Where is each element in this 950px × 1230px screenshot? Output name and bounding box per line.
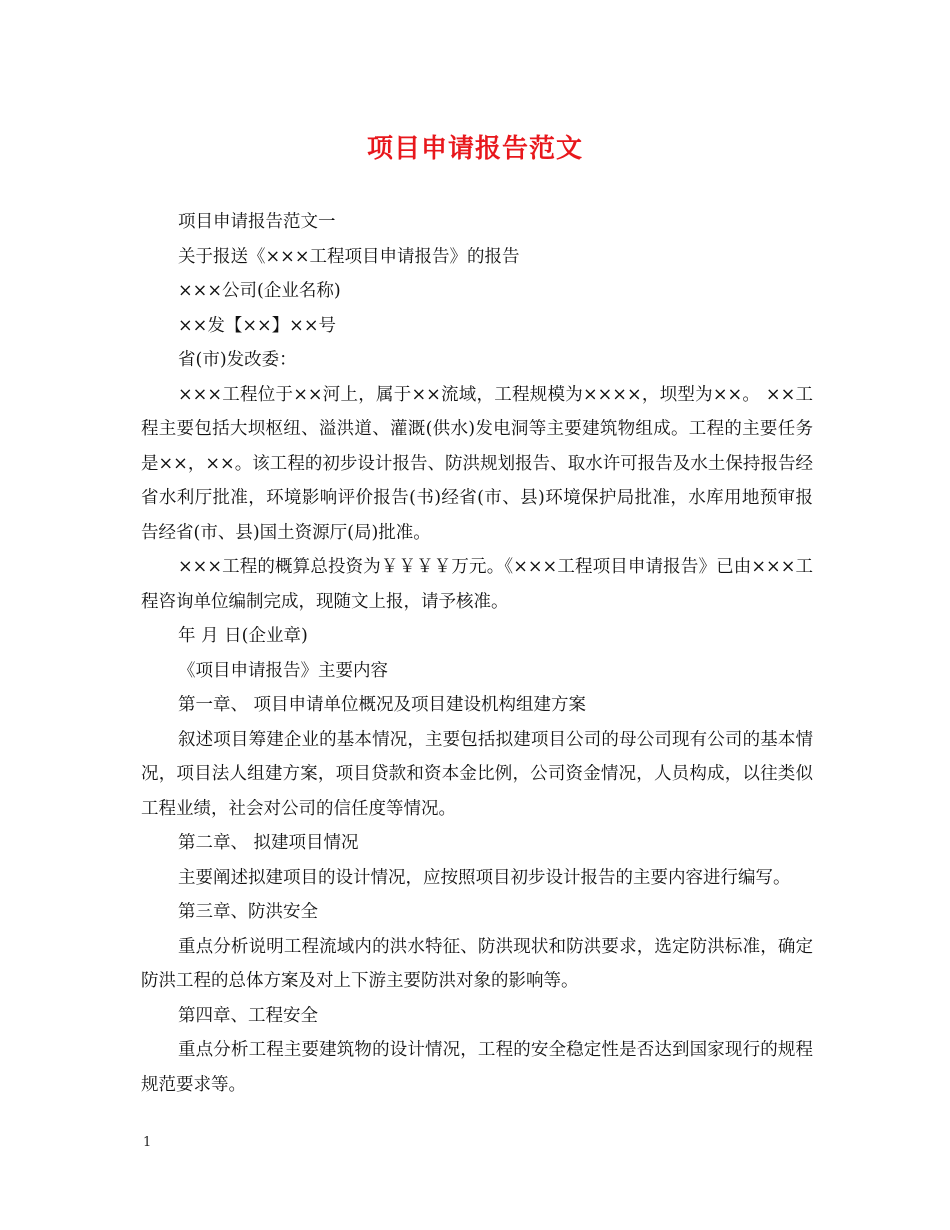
chapter-heading: 第四章、工程安全: [178, 1005, 318, 1026]
paragraph: 重点分析工程主要建筑物的设计情况，工程的安全稳定性是否达到国家现行的规程规范要求等。: [141, 1040, 813, 1095]
chapter-heading: 第二章、 拟建项目情况: [178, 833, 359, 853]
chapter-heading: 第一章、 项目申请单位概况及项目建设机构组建方案: [178, 695, 587, 715]
paragraph: 重点分析说明工程流域内的洪水特征、防洪现状和防洪要求，选定防洪标准，确定防洪工程的总体方案及对上下游主要防洪对象的影响等。: [141, 936, 813, 991]
page-number: 1: [143, 1135, 152, 1150]
paragraph: ×××工程的概算总投资为￥￥￥￥万元。《×××工程项目申请报告》已由×××工程咨询单位编制完成，现随文上报，请予核准。: [141, 557, 813, 612]
document-title: 项目申请报告范文: [366, 134, 583, 164]
paragraph: 叙述项目筹建企业的基本情况，主要包括拟建项目公司的母公司现有公司的基本情况，项目法人组建方案，项目贷款和资本金比例，公司资金情况，人员构成，以往类似工程业绩，社会对公司的信任度等情况。: [141, 729, 813, 819]
paragraph: ××发【××】××号: [178, 315, 336, 336]
chapter-heading: 第三章、防洪安全: [178, 902, 318, 922]
paragraph: 主要阐述拟建项目的设计情况，应按照项目初步设计报告的主要内容进行编写。: [178, 867, 791, 888]
paragraph: ×××公司(企业名称): [178, 281, 341, 301]
document-body: [141, 205, 813, 1102]
paragraph: 关于报送《×××工程项目申请报告》的报告: [178, 246, 520, 267]
paragraph: ×××工程位于××河上，属于××流域，工程规模为××××，坝型为××。 ××工程主要包括大坝枢纽、溢洪道、灌溉(供水)发电洞等主要建筑物组成。工程的主要任务是××，××。该工程的初步设计报告、防洪规划报告、取水许可报告及水土保持报告经省水利厅批准，环境影响评价报告(书)经省(市、县)环境保护局批准，水库用地预审报告经省(市、县)国土资源厅(局)批准。: [141, 384, 813, 543]
paragraph: 年 月 日(企业章): [178, 626, 308, 646]
paragraph: 《项目申请报告》主要内容: [178, 660, 388, 681]
paragraph: 省(市)发改委：: [178, 350, 297, 370]
paragraph: 项目申请报告范文一: [178, 212, 336, 232]
